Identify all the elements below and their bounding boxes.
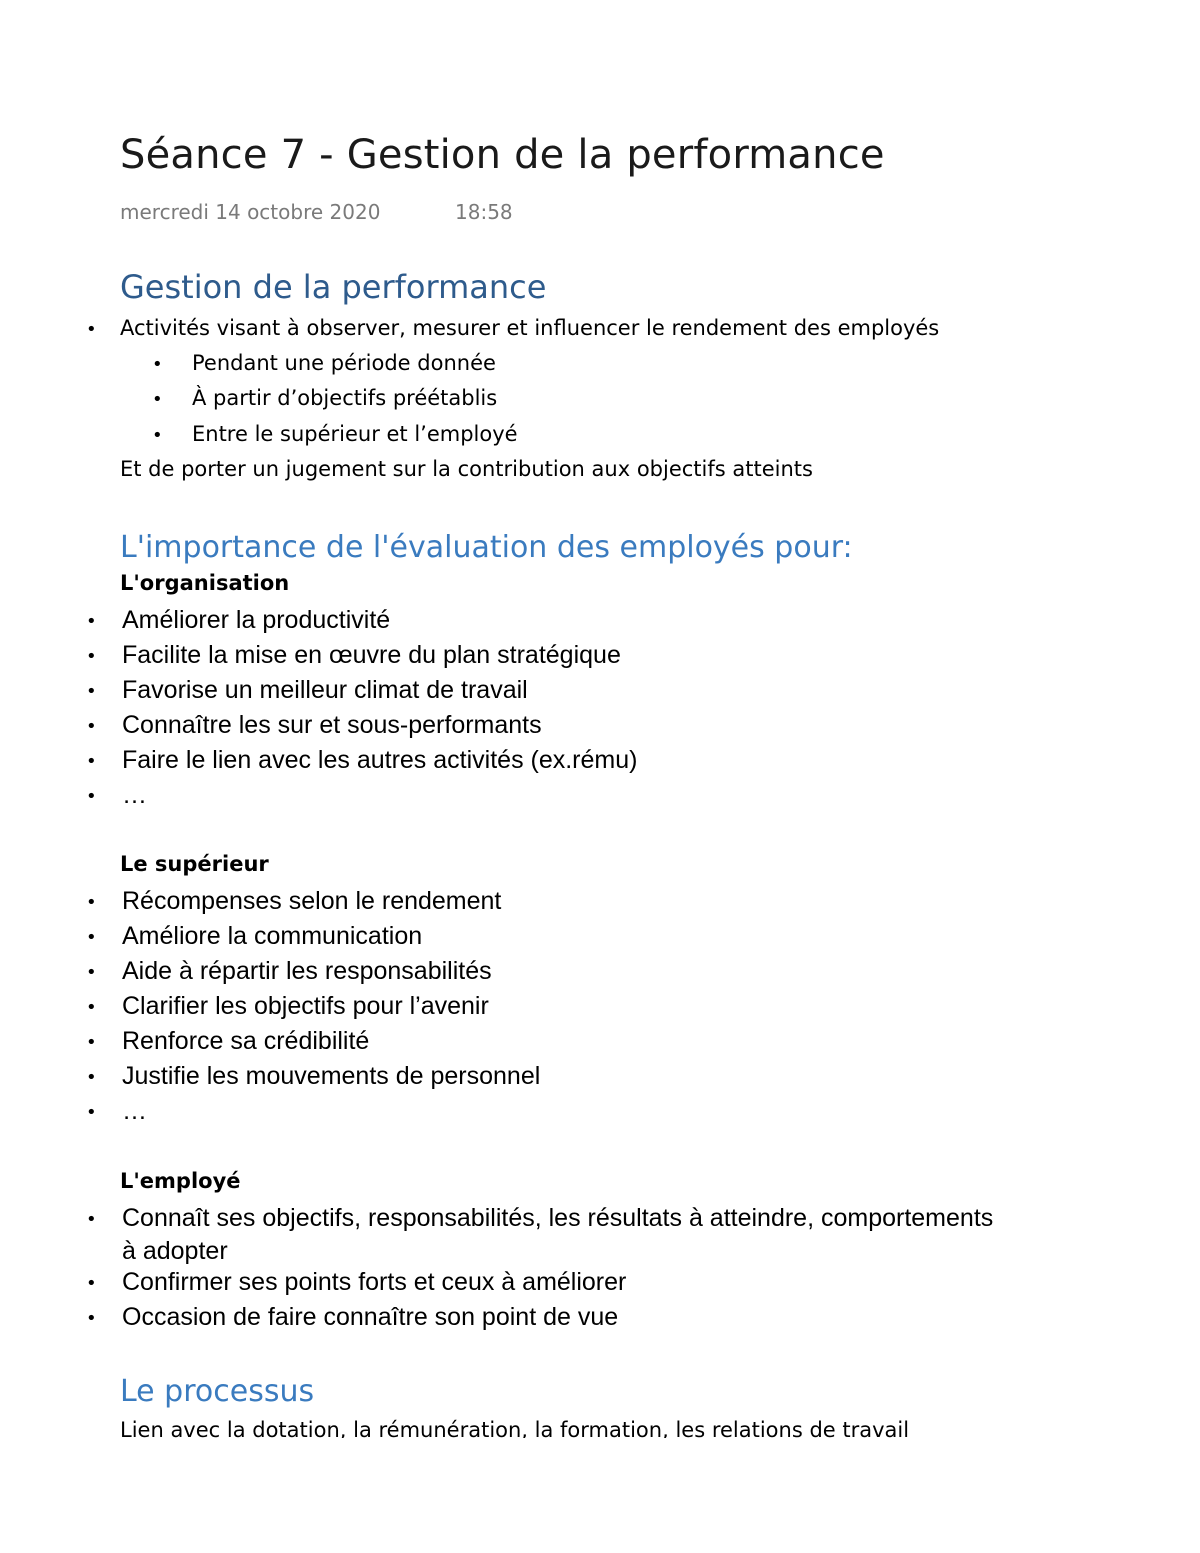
- list-item: Facilite la mise en œuvre du plan stratégique: [122, 641, 621, 669]
- sub-list-item: Entre le supérieur et l’employé: [192, 422, 518, 446]
- list-item: Connaître les sur et sous-performants: [122, 711, 542, 739]
- list-item: …: [122, 1097, 147, 1125]
- heading-processus: Le processus: [120, 1374, 315, 1409]
- list-item: Renforce sa crédibilité: [122, 1027, 370, 1055]
- list-item: Récompenses selon le rendement: [122, 887, 502, 915]
- bullet-icon: •: [86, 319, 97, 340]
- subheading-employe: L'employé: [120, 1169, 241, 1193]
- list-item: Améliore la communication: [122, 922, 423, 950]
- sub-list-item: À partir d’objectifs préétablis: [192, 386, 498, 410]
- list-item: Occasion de faire connaître son point de vue: [122, 1303, 619, 1331]
- bullet-icon: •: [86, 892, 97, 913]
- subheading-organisation: L'organisation: [120, 571, 290, 595]
- bullet-icon: •: [86, 1102, 97, 1123]
- list-item: Clarifier les objectifs pour l’avenir: [122, 992, 489, 1020]
- list-item: Faire le lien avec les autres activités (ex.rému): [122, 746, 638, 774]
- bullet-icon: •: [86, 646, 97, 667]
- bullet-icon: •: [86, 681, 97, 702]
- bullet-icon: •: [86, 1273, 97, 1294]
- bullet-icon: •: [152, 425, 163, 446]
- list-item-continuation: à adopter: [122, 1237, 228, 1265]
- sub-list-item: Pendant une période donnée: [192, 351, 496, 375]
- bullet-icon: •: [152, 354, 163, 375]
- closing-text: Et de porter un jugement sur la contribution aux objectifs atteints: [120, 457, 813, 481]
- bullet-icon: •: [86, 1209, 97, 1230]
- bullet-icon: •: [152, 389, 163, 410]
- page-date: mercredi 14 octobre 2020: [120, 200, 381, 224]
- list-item: Améliorer la productivité: [122, 606, 391, 634]
- bullet-icon: •: [86, 1032, 97, 1053]
- list-item: Connaît ses objectifs, responsabilités, les résultats à atteindre, comportements: [122, 1204, 994, 1232]
- processus-text: Lien avec la dotation, la rémunération, la formation, les relations de travail: [120, 1418, 910, 1438]
- bullet-icon: •: [86, 927, 97, 948]
- heading-importance: L'importance de l'évaluation des employés pour:: [120, 530, 853, 565]
- bullet-icon: •: [86, 611, 97, 632]
- list-item: Justifie les mouvements de personnel: [122, 1062, 541, 1090]
- bullet-icon: •: [86, 997, 97, 1018]
- list-item-main: Activités visant à observer, mesurer et influencer le rendement des employés: [120, 316, 940, 340]
- heading-gestion-performance: Gestion de la performance: [120, 268, 547, 306]
- bullet-icon: •: [86, 751, 97, 772]
- list-item: Favorise un meilleur climat de travail: [122, 676, 528, 704]
- list-item: …: [122, 781, 147, 809]
- bullet-icon: •: [86, 716, 97, 737]
- list-item: Confirmer ses points forts et ceux à améliorer: [122, 1268, 627, 1296]
- list-item: Aide à répartir les responsabilités: [122, 957, 492, 985]
- page-title: Séance 7 - Gestion de la performance: [120, 132, 885, 178]
- bullet-icon: •: [86, 1067, 97, 1088]
- page-time: 18:58: [455, 200, 513, 224]
- bullet-icon: •: [86, 786, 97, 807]
- bullet-icon: •: [86, 962, 97, 983]
- bullet-icon: •: [86, 1308, 97, 1329]
- subheading-superieur: Le supérieur: [120, 852, 269, 876]
